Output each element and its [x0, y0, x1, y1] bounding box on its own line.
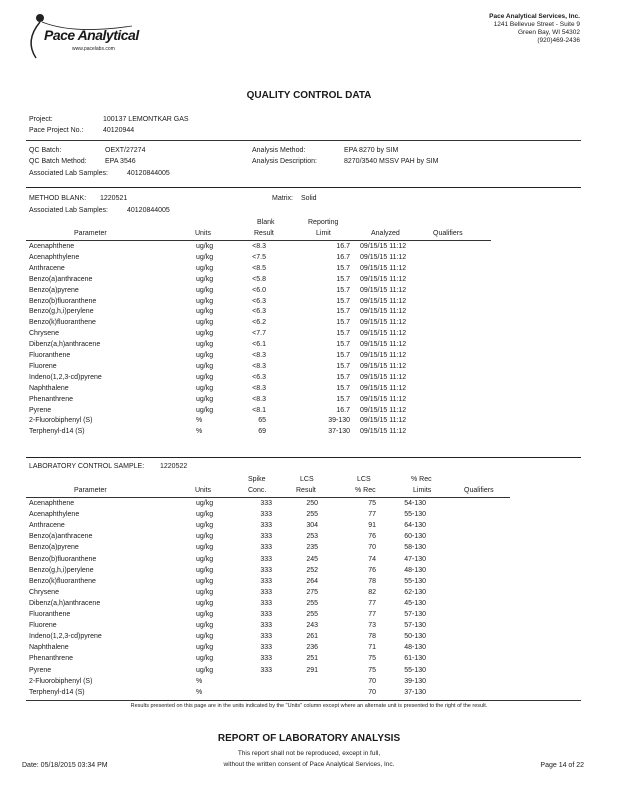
blank-result-cell: 69	[258, 428, 266, 436]
lcs-header-lcs: LCS	[300, 476, 314, 483]
units-cell: ug/kg	[196, 319, 214, 327]
blank-result-cell: <7.5	[252, 253, 266, 261]
lcs-result-cell: 253	[306, 533, 318, 541]
analyzed-cell: 09/15/15 11:12	[360, 406, 407, 414]
reporting-limit-cell: 15.7	[336, 341, 350, 349]
table-row	[0, 396, 618, 406]
lcs-header-limits: Limits	[413, 487, 432, 494]
lcs-rec-cell: 78	[368, 633, 376, 641]
lcs-rec-cell: 75	[368, 500, 376, 507]
parameter-cell: Phenanthrene	[29, 395, 73, 403]
lcs-label: LABORATORY CONTROL SAMPLE:	[29, 463, 145, 470]
table-row	[0, 276, 618, 286]
parameter-cell: 2-Fluorobiphenyl (S)	[29, 417, 93, 425]
parameter-cell: Acenaphthylene	[29, 253, 80, 261]
table-row	[0, 308, 618, 318]
mb-header-qualifiers: Qualifiers	[433, 230, 463, 237]
blank-result-cell: <6.0	[252, 286, 266, 294]
units-cell: ug/kg	[196, 275, 214, 283]
lcs-rec-cell: 77	[368, 511, 376, 519]
reporting-limit-cell: 15.7	[336, 264, 350, 272]
blank-result-cell: <6.3	[252, 308, 266, 316]
units-cell: ug/kg	[196, 511, 214, 519]
units-cell: ug/kg	[196, 264, 214, 272]
table-row	[0, 522, 618, 532]
table-row	[0, 385, 618, 395]
analyzed-cell: 09/15/15 11:12	[360, 417, 407, 425]
footer-line-1: This report shall not be reproduced, except in full,	[237, 750, 381, 757]
parameter-cell: Fluoranthene	[29, 352, 71, 359]
mb-header-analyzed: Analyzed	[371, 230, 400, 237]
analyzed-cell: 09/15/15 11:12	[360, 275, 407, 283]
method-blank-label: METHOD BLANK:	[29, 195, 87, 202]
rec-limits-cell: 55-130	[404, 577, 426, 585]
project-value: 100137 LEMONTKAR GAS	[103, 116, 189, 123]
table-row	[0, 287, 618, 297]
parameter-cell: Terphenyl-d14 (S)	[29, 688, 85, 696]
spike-conc-cell: 333	[260, 599, 272, 607]
units-cell: ug/kg	[196, 577, 214, 585]
parameter-cell: Benzo(a)anthracene	[29, 275, 93, 283]
blank-result-cell: <7.7	[252, 330, 266, 338]
company-phone: (920)469-2436	[537, 37, 580, 44]
spike-conc-cell: 333	[260, 566, 272, 574]
lcs-header-units: Units	[195, 487, 211, 494]
rec-limits-cell: 45-130	[404, 599, 426, 607]
table-row	[0, 633, 618, 643]
spike-conc-cell: 333	[260, 544, 272, 552]
rec-limits-cell: 55-130	[404, 666, 426, 674]
mb-header-blank: Blank	[257, 219, 275, 226]
reporting-limit-cell: 16.7	[336, 243, 350, 250]
spike-conc-cell: 333	[260, 533, 272, 541]
units-cell: %	[196, 428, 203, 436]
qc-batch-value: OEXT/27274	[105, 147, 146, 154]
units-cell: ug/kg	[196, 341, 214, 349]
blank-result-cell: <6.3	[252, 297, 266, 305]
blank-result-cell: <6.1	[252, 341, 266, 349]
mb-associated-label: Associated Lab Samples:	[29, 207, 108, 214]
parameter-cell: Phenanthrene	[29, 655, 73, 663]
lcs-header-spike: Spike	[248, 476, 266, 483]
spike-conc-cell: 333	[260, 633, 272, 641]
units-cell: ug/kg	[196, 655, 214, 663]
lcs-rec-cell: 70	[368, 677, 376, 685]
units-cell: ug/kg	[196, 243, 214, 250]
analysis-method-value: EPA 8270 by SIM	[344, 147, 399, 154]
table-row	[0, 319, 618, 329]
table-row	[0, 341, 618, 351]
table-row	[0, 567, 618, 577]
units-cell: ug/kg	[196, 395, 214, 403]
parameter-cell: Benzo(a)pyrene	[29, 286, 79, 294]
analyzed-cell: 09/15/15 11:12	[360, 395, 407, 403]
table-row	[0, 689, 618, 699]
table-row	[0, 500, 618, 510]
lcs-result-cell: 275	[306, 588, 318, 596]
units-cell: ug/kg	[196, 622, 214, 630]
table-row	[0, 428, 618, 438]
mb-header-result: Result	[254, 230, 274, 237]
analyzed-cell: 09/15/15 11:12	[360, 253, 407, 261]
rec-limits-cell: 55-130	[404, 511, 426, 519]
divider	[26, 457, 581, 458]
reporting-limit-cell: 15.7	[336, 352, 350, 359]
units-note: Results presented on this page are in the units indicated by the "Units" column except where an alternate unit is presented to the right of the result.	[130, 703, 488, 709]
units-cell: ug/kg	[196, 362, 214, 370]
parameter-cell: Pyrene	[29, 406, 52, 414]
parameter-cell: Acenaphthylene	[29, 511, 80, 519]
spike-conc-cell: 333	[260, 644, 272, 652]
rec-limits-cell: 58-130	[404, 544, 426, 552]
analyzed-cell: 09/15/15 11:12	[360, 373, 407, 381]
lcs-rec-cell: 70	[368, 688, 376, 696]
lcs-result-cell: 304	[306, 522, 318, 530]
company-street: 1241 Bellevue Street - Suite 9	[493, 21, 580, 28]
lcs-rec-cell: 91	[368, 522, 376, 530]
table-row	[0, 298, 618, 308]
units-cell: ug/kg	[196, 373, 214, 381]
analyzed-cell: 09/15/15 11:12	[360, 384, 407, 392]
lcs-result-cell: 255	[306, 511, 318, 519]
analyzed-cell: 09/15/15 11:12	[360, 264, 407, 272]
lcs-rec-cell: 77	[368, 611, 376, 618]
lcs-rec-cell: 82	[368, 588, 376, 596]
blank-result-cell: <8.3	[252, 362, 266, 370]
units-cell: ug/kg	[196, 533, 214, 541]
lcs-rec-cell: 76	[368, 566, 376, 574]
units-cell: ug/kg	[196, 599, 214, 607]
units-cell: ug/kg	[196, 633, 214, 641]
reporting-limit-cell: 15.7	[336, 308, 350, 316]
spike-conc-cell: 333	[260, 522, 272, 530]
reporting-limit-cell: 15.7	[336, 373, 350, 381]
analysis-method-label: Analysis Method:	[252, 147, 306, 154]
parameter-cell: Acenaphthene	[29, 500, 75, 507]
parameter-cell: Benzo(k)fluoranthene	[29, 319, 96, 327]
table-row	[0, 678, 618, 688]
parameter-cell: 2-Fluorobiphenyl (S)	[29, 677, 93, 685]
parameter-cell: Benzo(b)fluoranthene	[29, 297, 97, 305]
reporting-limit-cell: 15.7	[336, 395, 350, 403]
lcs-rec-cell: 76	[368, 533, 376, 541]
table-row	[0, 374, 618, 384]
parameter-cell: Benzo(g,h,i)perylene	[29, 566, 94, 574]
units-cell: ug/kg	[196, 522, 214, 530]
table-row	[0, 511, 618, 521]
spike-conc-cell: 333	[260, 511, 272, 519]
reporting-limit-cell: 39-130	[328, 417, 350, 425]
parameter-cell: Acenaphthene	[29, 243, 75, 250]
parameter-cell: Fluoranthene	[29, 611, 71, 618]
units-cell: ug/kg	[196, 297, 214, 305]
lcs-result-cell: 291	[306, 666, 318, 674]
parameter-cell: Dibenz(a,h)anthracene	[29, 341, 101, 349]
parameter-cell: Benzo(b)fluoranthene	[29, 555, 97, 563]
lcs-rec-cell: 74	[368, 555, 376, 563]
spike-conc-cell: 333	[260, 500, 272, 507]
project-no-value: 40120944	[103, 127, 135, 134]
blank-result-cell: <8.5	[252, 264, 266, 272]
divider	[26, 140, 581, 141]
analyzed-cell: 09/15/15 11:12	[360, 330, 407, 338]
company-city: Green Bay, WI 54302	[517, 29, 580, 36]
table-row	[0, 667, 618, 677]
units-cell: ug/kg	[196, 588, 214, 596]
parameter-cell: Naphthalene	[29, 384, 69, 392]
units-cell: %	[196, 677, 203, 685]
qc-batch-method-value: EPA 3546	[105, 158, 136, 165]
lcs-id: 1220522	[160, 463, 188, 470]
parameter-cell: Chrysene	[29, 588, 59, 596]
spike-conc-cell: 333	[260, 611, 272, 618]
parameter-cell: Dibenz(a,h)anthracene	[29, 599, 101, 607]
blank-result-cell: <5.8	[252, 275, 266, 283]
analyzed-cell: 09/15/15 11:12	[360, 297, 407, 305]
reporting-limit-cell: 16.7	[336, 406, 350, 414]
table-row	[0, 589, 618, 599]
lcs-rec-cell: 78	[368, 577, 376, 585]
rec-limits-cell: 60-130	[404, 533, 426, 541]
table-row	[0, 352, 618, 362]
blank-result-cell: 65	[258, 417, 266, 425]
rec-limits-cell: 48-130	[404, 566, 426, 574]
analyzed-cell: 09/15/15 11:12	[360, 362, 407, 370]
parameter-cell: Benzo(k)fluoranthene	[29, 577, 96, 585]
table-row	[0, 644, 618, 654]
units-cell: ug/kg	[196, 566, 214, 574]
divider	[26, 187, 581, 188]
parameter-cell: Chrysene	[29, 330, 59, 338]
rec-limits-cell: 48-130	[404, 644, 426, 652]
project-label: Project:	[29, 116, 53, 123]
parameter-cell: Anthracene	[29, 264, 65, 272]
table-row	[0, 611, 618, 621]
blank-result-cell: <8.3	[252, 352, 266, 359]
units-cell: ug/kg	[196, 544, 214, 552]
analyzed-cell: 09/15/15 11:12	[360, 341, 407, 349]
parameter-cell: Benzo(a)anthracene	[29, 533, 93, 541]
company-address	[489, 13, 580, 45]
blank-result-cell: <6.2	[252, 319, 266, 327]
rec-limits-cell: 57-130	[404, 622, 426, 630]
table-row	[0, 330, 618, 340]
spike-conc-cell: 333	[260, 666, 272, 674]
mb-associated-value: 40120844005	[127, 207, 170, 214]
table-row	[0, 533, 618, 543]
units-cell: ug/kg	[196, 406, 214, 414]
reporting-limit-cell: 15.7	[336, 362, 350, 370]
qc-batch-label: QC Batch:	[29, 147, 62, 154]
reporting-limit-cell: 15.7	[336, 275, 350, 283]
units-cell: ug/kg	[196, 644, 214, 652]
reporting-limit-cell: 37-130	[328, 428, 350, 436]
mb-header-reporting: Reporting	[308, 219, 339, 226]
matrix-label: Matrix:	[272, 195, 293, 202]
parameter-cell: Indeno(1,2,3-cd)pyrene	[29, 633, 102, 641]
parameter-cell: Fluorene	[29, 622, 57, 630]
lcs-result-cell: 261	[306, 633, 318, 641]
lcs-result-cell: 264	[306, 577, 318, 585]
lcs-result-cell: 252	[306, 566, 318, 574]
logo-text: Pace Analytical	[44, 27, 139, 43]
spike-conc-cell: 333	[260, 655, 272, 663]
table-row	[0, 407, 618, 417]
footer-line-2: without the written consent of Pace Analytical Services, Inc.	[223, 761, 395, 768]
lcs-result-cell: 243	[306, 622, 318, 630]
units-cell: ug/kg	[196, 666, 214, 674]
lcs-header-qualifiers: Qualifiers	[464, 487, 494, 494]
lcs-result-cell: 245	[306, 555, 318, 563]
associated-samples-value: 40120844005	[127, 170, 170, 177]
logo-url: www.pacelabs.com	[72, 46, 115, 52]
units-cell: ug/kg	[196, 352, 214, 359]
rec-limits-cell: 61-130	[404, 655, 426, 663]
table-row	[0, 600, 618, 610]
rec-limits-cell: 64-130	[404, 522, 426, 530]
rec-limits-cell: 47-130	[404, 555, 426, 563]
method-blank-id: 1220521	[100, 195, 128, 202]
lcs-header-pct-rec: % Rec	[355, 487, 376, 494]
matrix-value: Solid	[301, 195, 317, 202]
units-cell: ug/kg	[196, 555, 214, 563]
lcs-rec-cell: 73	[368, 622, 376, 630]
analyzed-cell: 09/15/15 11:12	[360, 308, 407, 316]
parameter-cell: Anthracene	[29, 522, 65, 530]
blank-result-cell: <8.3	[252, 384, 266, 392]
units-cell: ug/kg	[196, 286, 214, 294]
analyzed-cell: 09/15/15 11:12	[360, 319, 407, 327]
spike-conc-cell: 333	[260, 577, 272, 585]
page-title: QUALITY CONTROL DATA	[246, 90, 372, 101]
lcs-header-lcs2: LCS	[357, 476, 371, 483]
qc-batch-method-label: QC Batch Method:	[29, 158, 87, 165]
units-cell: %	[196, 417, 203, 425]
mb-header-units: Units	[195, 230, 211, 237]
units-cell: ug/kg	[196, 308, 214, 316]
parameter-cell: Benzo(a)pyrene	[29, 544, 79, 552]
analyzed-cell: 09/15/15 11:12	[360, 243, 407, 250]
blank-result-cell: <8.3	[252, 395, 266, 403]
units-cell: ug/kg	[196, 611, 214, 618]
lcs-result-cell: 236	[306, 644, 318, 652]
lcs-rec-cell: 75	[368, 655, 376, 663]
blank-result-cell: <8.3	[252, 243, 266, 250]
table-row	[0, 556, 618, 566]
parameter-cell: Pyrene	[29, 666, 52, 674]
lcs-rec-cell: 77	[368, 599, 376, 607]
spike-conc-cell: 333	[260, 622, 272, 630]
units-cell: ug/kg	[196, 253, 214, 261]
table-row	[0, 254, 618, 264]
associated-samples-label: Associated Lab Samples:	[29, 170, 108, 177]
lcs-rec-cell: 75	[368, 666, 376, 674]
lcs-rec-cell: 70	[368, 544, 376, 552]
units-cell: ug/kg	[196, 384, 214, 392]
divider	[26, 240, 491, 241]
rec-limits-cell: 39-130	[404, 677, 426, 685]
rec-limits-cell: 54-130	[404, 500, 426, 507]
rec-limits-cell: 50-130	[404, 633, 426, 641]
lcs-header-result: Result	[296, 487, 316, 494]
lcs-result-cell: 235	[306, 544, 318, 552]
company-name: Pace Analytical Services, Inc.	[489, 13, 580, 20]
parameter-cell: Naphthalene	[29, 644, 69, 652]
divider	[26, 700, 581, 701]
lcs-rec-cell: 71	[368, 644, 376, 652]
analyzed-cell: 09/15/15 11:12	[360, 286, 407, 294]
spike-conc-cell: 333	[260, 555, 272, 563]
rec-limits-cell: 57-130	[404, 611, 426, 618]
lcs-result-cell: 255	[306, 611, 318, 618]
reporting-limit-cell: 15.7	[336, 384, 350, 392]
units-cell: %	[196, 688, 203, 696]
divider	[26, 497, 510, 498]
rec-limits-cell: 37-130	[404, 688, 426, 696]
table-row	[0, 544, 618, 554]
reporting-limit-cell: 16.7	[336, 253, 350, 261]
analyzed-cell: 09/15/15 11:12	[360, 352, 407, 359]
units-cell: ug/kg	[196, 500, 214, 507]
lcs-result-cell: 255	[306, 599, 318, 607]
table-row	[0, 417, 618, 427]
analysis-description-label: Analysis Description:	[252, 158, 317, 165]
spike-conc-cell: 333	[260, 588, 272, 596]
report-date: Date: 05/18/2015 03:34 PM	[22, 762, 108, 769]
page-number: Page 14 of 22	[540, 762, 584, 769]
units-cell: ug/kg	[196, 330, 214, 338]
analysis-description-value: 8270/3540 MSSV PAH by SIM	[344, 158, 439, 165]
mb-header-parameter: Parameter	[74, 230, 107, 237]
table-row	[0, 655, 618, 665]
table-row	[0, 363, 618, 373]
report-title: REPORT OF LABORATORY ANALYSIS	[217, 733, 401, 744]
analyzed-cell: 09/15/15 11:12	[360, 428, 407, 436]
parameter-cell: Indeno(1,2,3-cd)pyrene	[29, 373, 102, 381]
parameter-cell: Fluorene	[29, 362, 57, 370]
mb-header-limit: Limit	[316, 230, 331, 237]
table-row	[0, 622, 618, 632]
reporting-limit-cell: 15.7	[336, 297, 350, 305]
project-no-label: Pace Project No.:	[29, 127, 84, 134]
reporting-limit-cell: 15.7	[336, 319, 350, 327]
table-row	[0, 578, 618, 588]
reporting-limit-cell: 15.7	[336, 286, 350, 294]
lcs-header-conc: Conc.	[248, 487, 267, 494]
lcs-result-cell: 250	[306, 500, 318, 507]
reporting-limit-cell: 15.7	[336, 330, 350, 338]
parameter-cell: Benzo(g,h,i)perylene	[29, 308, 94, 316]
rec-limits-cell: 62-130	[404, 588, 426, 596]
lcs-header-parameter: Parameter	[74, 487, 107, 494]
blank-result-cell: <6.3	[252, 373, 266, 381]
blank-result-cell: <8.1	[252, 406, 266, 414]
parameter-cell: Terphenyl-d14 (S)	[29, 428, 85, 436]
table-row	[0, 243, 618, 253]
table-row	[0, 265, 618, 275]
lcs-header-rec: % Rec	[411, 476, 432, 483]
lcs-result-cell: 251	[306, 655, 318, 663]
